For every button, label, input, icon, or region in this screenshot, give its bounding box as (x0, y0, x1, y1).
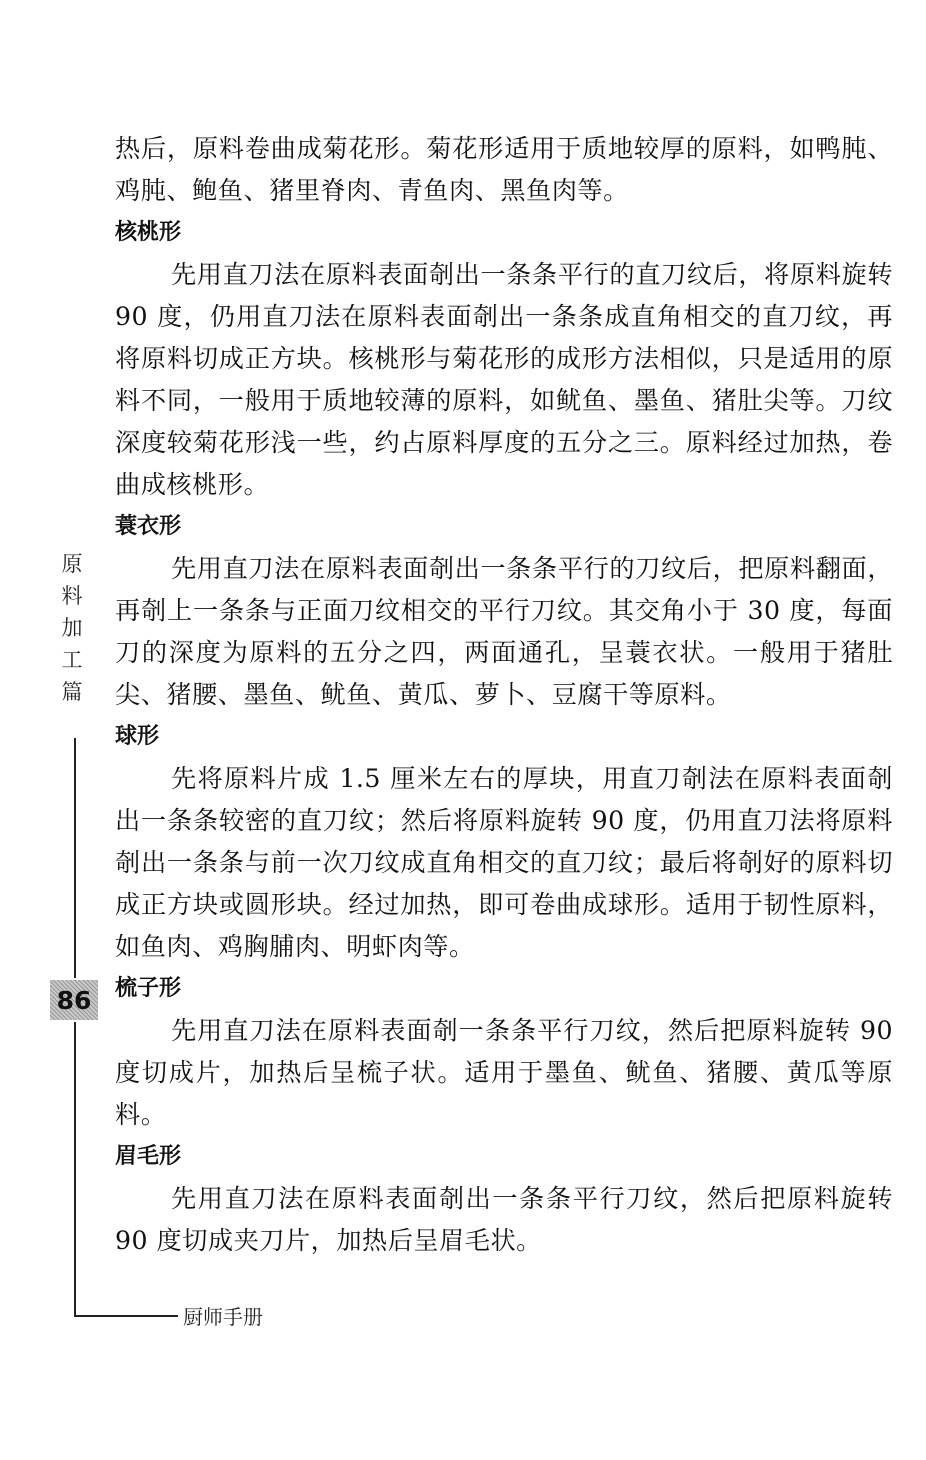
section-title-vertical (57, 548, 87, 708)
paragraph-hetao: 先用直刀法在原料表面剞出一条条平行的直刀纹后，将原料旋转 90 度，仍用直刀法在原料表面剞出一条条成直角相交的直刀纹，再将原料切成正方块。核桃形与菊花形的成形方法相似，只是适用的原料不同，一般用于质地较薄的原料，如鱿鱼、墨鱼、猪肚尖等。刀纹深度较菊花形浅一些，约占原料厚度的五分之三。原料经过加热，卷曲成核桃形。 (115, 260, 893, 499)
section-title-char: 料 (61, 584, 83, 608)
heading-qiu: 球形 (115, 724, 160, 749)
paragraph-meimao: 先用直刀法在原料表面剞出一条条平行刀纹，然后把原料旋转 90 度切成夹刀片，加热后呈眉毛状。 (115, 1184, 893, 1255)
section-title-char: 原 (61, 552, 83, 576)
body-text (115, 128, 893, 1262)
footer-book-title: 厨师手册 (183, 1305, 263, 1329)
paragraph-shuzi: 先用直刀法在原料表面剞一条条平行刀纹，然后把原料旋转 90 度切成片，加热后呈梳子状。适用于墨鱼、鱿鱼、猪腰、黄瓜等原料。 (115, 1016, 893, 1129)
section-title-char: 加 (61, 616, 83, 640)
paragraph-intro: 热后，原料卷曲成菊花形。菊花形适用于质地较厚的原料，如鸭肫、鸡肫、鲍鱼、猪里脊肉、青鱼肉、黑鱼肉等。 (115, 134, 893, 205)
section-title-char: 篇 (61, 680, 83, 704)
margin-rule-lower (74, 1022, 76, 1317)
paragraph-suoyi: 先用直刀法在原料表面剞出一条条平行的刀纹后，把原料翻面，再剞上一条条与正面刀纹相交的平行刀纹。其交角小于 30 度，每面刀的深度为原料的五分之四，两面通孔，呈蓑衣状。一般用于猪肚尖、猪腰、墨鱼、鱿鱼、黄瓜、萝卜、豆腐干等原料。 (115, 554, 893, 709)
heading-shuzi: 梳子形 (115, 976, 182, 1001)
heading-suoyi: 蓑衣形 (115, 514, 182, 539)
page-number: 86 (56, 985, 92, 1015)
heading-meimao: 眉毛形 (115, 1144, 182, 1169)
margin-rule-upper (74, 738, 76, 978)
footer-rule (74, 1315, 178, 1317)
heading-hetao: 核桃形 (115, 220, 182, 245)
page-number-box (50, 980, 98, 1020)
paragraph-qiu: 先将原料片成 1.5 厘米左右的厚块，用直刀剞法在原料表面剞出一条条较密的直刀纹；然后将原料旋转 90 度，仍用直刀法将原料剞出一条条与前一次刀纹成直角相交的直刀纹；最后将剞好的原料切成正方块或圆形块。经过加热，即可卷曲成球形。适用于韧性原料，如鱼肉、鸡胸脯肉、明虾肉等。 (115, 764, 893, 961)
section-title-char: 工 (61, 648, 83, 672)
